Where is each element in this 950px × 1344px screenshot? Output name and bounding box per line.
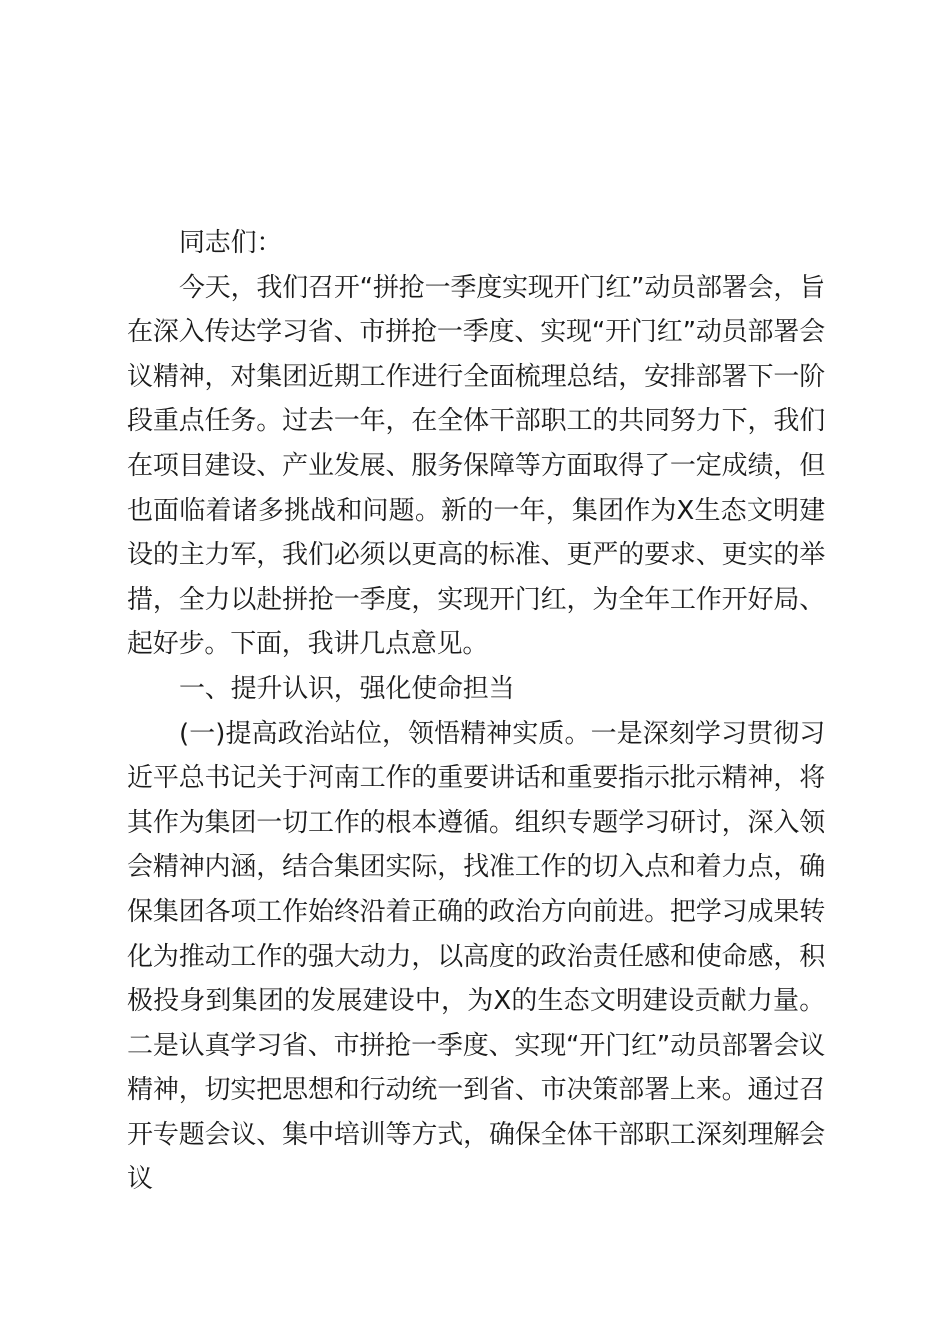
document-body [127, 221, 825, 1202]
section-heading: 一、提升认识，强化使命担当 [179, 673, 515, 704]
subsection-paragraph: (一)提高政治站位，领悟精神实质。一是深刻学习贯彻习近平总书记关于河南工作的重要讲话和重要指示批示精神，将其作为集团一切工作的根本遵循。组织专题学习研讨，深入领会精神内涵，结合集团实际，找准工作的切入点和着力点，确保集团各项工作始终沿着正确的政治方向前进。把学习成果转化为推动工作的强大动力，以高度的政治责任感和使命感，积极投身到集团的发展建设中，为Ⅹ的生态文明建设贡献力量。二是认真学习省、市拼抢一季度、实现“开门红”动员部署会议精神，切实把思想和行动统一到省、市决策部署上来。通过召开专题会议、集中培训等方式，确保全体干部职工深刻理解会议 [127, 718, 825, 1195]
opening-paragraph: 今天，我们召开“拼抢一季度实现开门红”动员部署会，旨在深入传达学习省、市拼抢一季度、实现“开门红”动员部署会议精神，对集团近期工作进行全面梳理总结，安排部署下一阶段重点任务。过去一年，在全体干部职工的共同努力下，我们在项目建设、产业发展、服务保障等方面取得了一定成绩，但也面临着诸多挑战和问题。新的一年，集团作为Ⅹ生态文明建设的主力军，我们必须以更高的标准、更严的要求、更实的举措，全力以赴拼抢一季度，实现开门红，为全年工作开好局、起好步。下面，我讲几点意见。 [127, 272, 825, 660]
salutation: 同志们： [179, 228, 283, 258]
